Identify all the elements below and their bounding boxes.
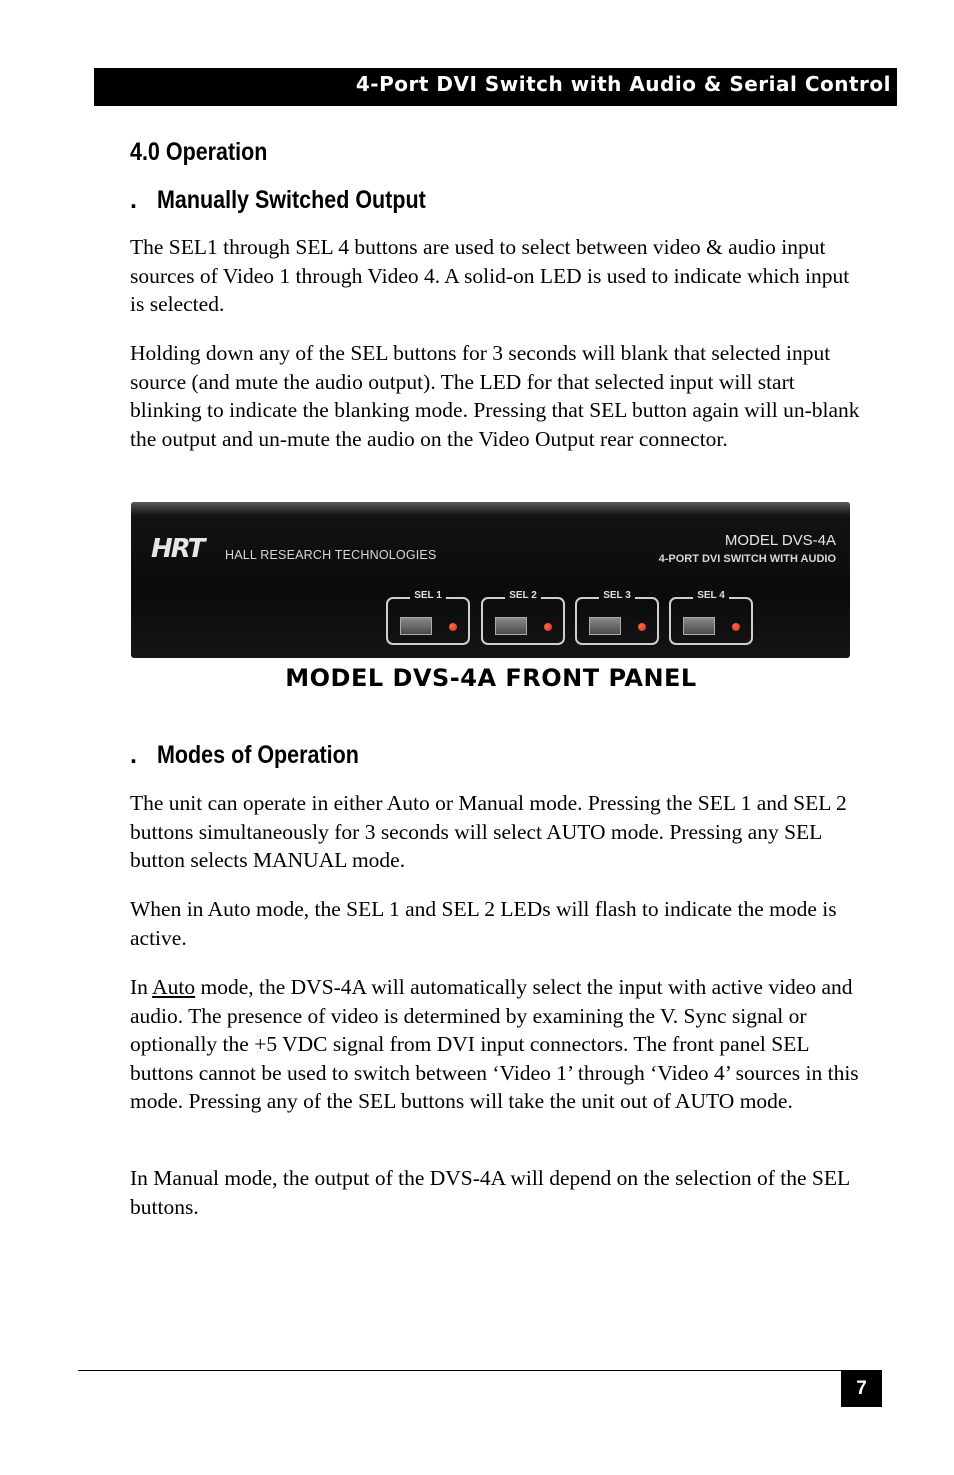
figure-caption: MODEL DVS-4A FRONT PANEL (285, 664, 697, 692)
heading-bullet: . (130, 741, 137, 769)
sel-3-label: SEL 3 (599, 590, 635, 601)
sel-1-led-icon (449, 623, 457, 631)
header-title: 4-Port DVI Switch with Audio & Serial Control (355, 72, 891, 96)
sel-4-label: SEL 4 (693, 590, 729, 601)
paragraph: The SEL1 through SEL 4 buttons are used to select between video & audio input sources of Video 1 through Video 4. A solid-on LED is used to indicate which input is selected. (130, 235, 850, 316)
subsection-heading-modes (130, 741, 392, 770)
sel-3-led-icon (638, 623, 646, 631)
sel-2-label: SEL 2 (505, 590, 541, 601)
sel-3-button (589, 617, 621, 635)
sel-4-led-icon (732, 623, 740, 631)
front-panel-photo (131, 502, 850, 658)
footer-rule (78, 1370, 882, 1371)
sel-1-label: SEL 1 (410, 590, 446, 601)
company-name: HALL RESEARCH TECHNOLOGIES (225, 548, 437, 562)
sel-1-group (386, 590, 470, 645)
sel-2-group (481, 590, 565, 645)
paragraph: The unit can operate in either Auto or Manual mode. Pressing the SEL 1 and SEL 2 buttons simultaneously for 3 seconds will select AUTO mode. Pressing any SEL button selects MANUAL mode. (130, 791, 847, 872)
model-label: MODEL DVS-4A (724, 532, 836, 549)
paragraph: Holding down any of the SEL buttons for 3 seconds will blank that selected input source (and mute the audio output). The LED for that selected input will start blinking to indicate the blanking mode. Pressing that SEL button again will un-blank the output and un-mute the audio on the Video Output rear connector. (130, 341, 860, 451)
section-title: 4.0 Operation (130, 138, 268, 166)
auto-prefix: In (130, 975, 153, 999)
panel-edge (131, 502, 850, 514)
paragraph: In Manual mode, the output of the DVS-4A will depend on the selection of the SEL buttons. (130, 1166, 850, 1219)
sel-2-led-icon (544, 623, 552, 631)
sel-4-button (683, 617, 715, 635)
sel-2-button (495, 617, 527, 635)
model-description: 4-PORT DVI SWITCH WITH AUDIO (658, 553, 836, 565)
sel-3-group (575, 590, 659, 645)
auto-word: Auto (152, 975, 196, 999)
hrt-logo: HRT (151, 534, 204, 564)
auto-paragraph-body: mode, the DVS-4A will automatically select the input with active video and audio. The presence of video is determined by examining the V. Sync signal or optionally the +5 VDC signal from DVI input connectors. The front panel SEL buttons cannot be used to switch between ‘Video 1’ through ‘Video 4’ sources in this mode. Pressing any of the SEL buttons will take the unit out of AUTO mode. (130, 975, 859, 1113)
sel-4-group (669, 590, 753, 645)
subsection-heading-manual (130, 186, 470, 215)
sel-1-button (400, 617, 432, 635)
paragraph: When in Auto mode, the SEL 1 and SEL 2 LEDs will flash to indicate the mode is active. (130, 897, 837, 950)
header-bar (94, 68, 897, 106)
page-number: 7 (841, 1370, 882, 1407)
paragraph-auto (130, 973, 860, 1116)
subsection-title: Modes of Operation (157, 741, 359, 769)
subsection-title: Manually Switched Output (157, 186, 426, 214)
heading-bullet: . (130, 186, 137, 214)
